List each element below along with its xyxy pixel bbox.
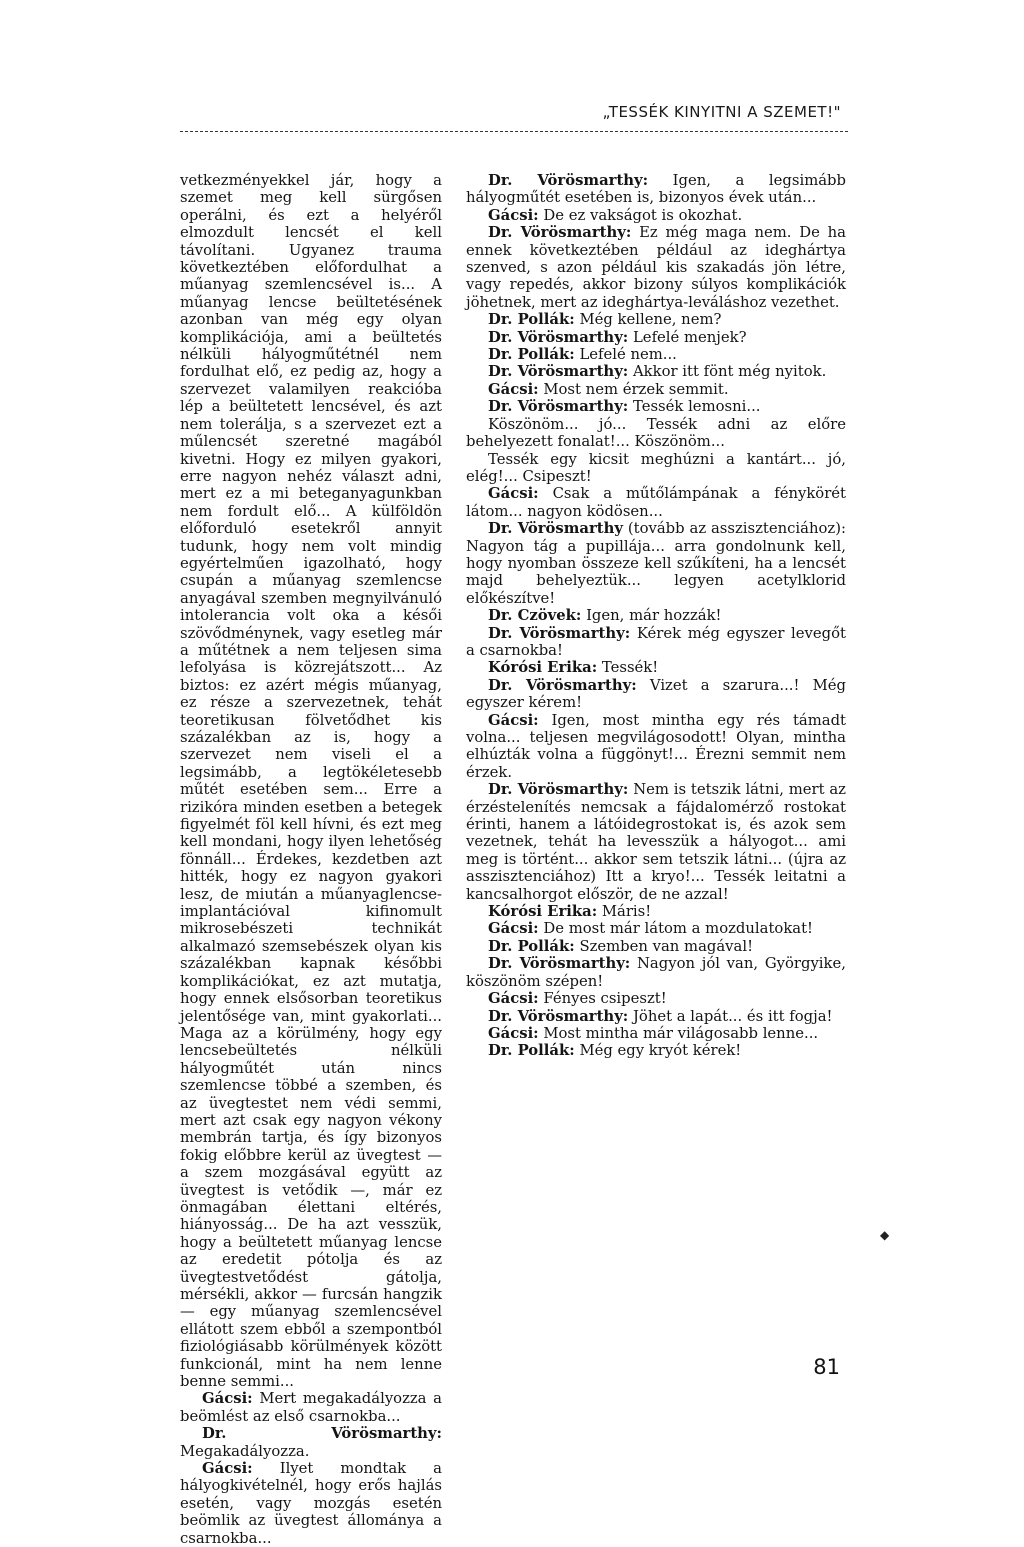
dialogue-paragraph [466,416,846,451]
speaker-name: Dr. Vörösmarthy: [488,624,631,642]
paragraph-text: Nagyon jól van, Györgyike, köszönöm szépen! [466,955,846,990]
right-column [466,172,846,1060]
dialogue-paragraph [466,520,846,607]
dialogue-paragraph [466,451,846,486]
paragraph-text: Most nem érzek semmit. [543,380,729,398]
speaker-name: Dr. Vörösmarthy: [488,172,649,189]
header-rule [180,131,848,132]
paragraph-text: Köszönöm... jó... Tessék adni az előre behelyezett fonalat!... Köszönöm... [466,415,846,451]
paragraph-text: Lefelé menjek? [632,328,747,346]
speaker-name: Dr. Vörösmarthy: [488,398,629,416]
speaker-name: Kórósi Erika: [488,903,598,921]
dialogue-paragraph [466,1025,846,1042]
dialogue-paragraph [466,1042,846,1059]
paragraph-text: De most már látom a mozdulatokat! [543,920,814,938]
left-column [180,172,442,1547]
dialogue-paragraph [466,398,846,415]
speaker-name: Gácsi: [202,1390,253,1408]
paragraph-text: Tessék lemosni... [632,398,761,416]
paragraph-text: Még kellene, nem? [579,311,722,329]
paragraph-text: Szemben van magával! [579,937,754,955]
speaker-name: Dr. Vörösmarthy: [488,781,629,799]
margin-mark-icon: ◆ [880,1228,890,1242]
dialogue-paragraph [180,1390,442,1425]
paragraph-text: (tovább az asszisztenciához): Nagyon tág a pupillája... arra gondolnunk kell, hogy nyomban összeze kell szűkíteni, ha a lencsét majd behelyeztük... legyen acetylklorid előkészítve! [466,520,846,607]
dialogue-paragraph [466,677,846,712]
dialogue-paragraph [466,712,846,782]
dialogue-paragraph [466,311,846,328]
page-number: 81 [813,1355,840,1379]
dialogue-paragraph [466,1008,846,1025]
dialogue-paragraph [180,172,442,1390]
speaker-name: Gácsi: [488,1024,539,1042]
speaker-name: Dr. Vörösmarthy [488,520,623,538]
speaker-name: Dr. Czövek: [488,607,582,625]
paragraph-text: De ez vakságot is okozhat. [543,206,743,224]
dialogue-paragraph [466,903,846,920]
speaker-name: Dr. Vörösmarthy: [488,328,629,346]
paragraph-text: Mert megakadályozza a beömlést az első csarnokba... [180,1390,442,1425]
speaker-name: Dr. Vörösmarthy: [488,363,629,381]
paragraph-text: Kérek még egyszer levegőt a csarnokba! [466,624,846,659]
speaker-name: Gácsi: [202,1460,253,1478]
speaker-name: Dr. Pollák: [488,311,575,329]
dialogue-paragraph [466,625,846,660]
speaker-name: Kórósi Erika: [488,659,598,677]
speaker-name: Dr. Vörösmarthy: [488,224,632,242]
speaker-name: Gácsi: [488,206,539,224]
speaker-name: Dr. Vörösmarthy: [488,955,631,973]
paragraph-text: Máris! [601,903,652,921]
dialogue-paragraph [466,224,846,311]
dialogue-paragraph [466,207,846,224]
speaker-name: Dr. Vörösmarthy: [202,1425,442,1443]
dialogue-paragraph [180,1425,442,1460]
speaker-name: Dr. Pollák: [488,346,575,364]
dialogue-paragraph [466,329,846,346]
paragraph-text: Tessék! [601,659,659,677]
paragraph-text: Igen, a legsimább hályogműtét esetében is, bizonyos évek után... [466,172,846,207]
speaker-name: Gácsi: [488,380,539,398]
dialogue-paragraph [466,990,846,1007]
speaker-name: Gácsi: [488,485,539,503]
speaker-name: Dr. Vörösmarthy: [488,1007,629,1025]
dialogue-paragraph [466,781,846,903]
speaker-name: Dr. Vörösmarthy: [488,676,637,694]
paragraph-text: Vizet a szarura...! Még egyszer kérem! [466,676,846,712]
paragraph-text: Csak a műtőlámpának a fénykörét látom... nagyon ködösen... [466,485,846,520]
speaker-name: Dr. Pollák: [488,1042,575,1060]
speaker-name: Gácsi: [488,990,539,1008]
running-title: „TESSÉK KINYITNI A SZEMET!" [602,103,841,121]
paragraph-text: Nem is tetszik látni, mert az érzéstelenítés nemcsak a fájdalomérző rostokat érinti, hanem a látóidegrostokat is, és azok sem vezetnek, tehát ha levesszük a hályogot... ami meg is történt... akkor sem tetszik látni... (újra az asszisztenciához) Itt a kryo!... Tessék leitatni a kancsalhorgot először, de ne azzal! [466,781,846,903]
dialogue-paragraph [466,485,846,520]
dialogue-paragraph [466,346,846,363]
dialogue-paragraph [466,381,846,398]
paragraph-text: Igen, most mintha egy rés támadt volna... teljesen megvilágosodott! Olyan, mintha elhúzták volna a függönyt!... Érezni semmit nem érzek. [466,711,846,781]
paragraph-text: Igen, már hozzák! [586,607,722,625]
dialogue-paragraph [466,172,846,207]
paragraph-text: Jöhet a lapát... és itt fogja! [632,1007,833,1025]
paragraph-text: Tessék egy kicsit meghúzni a kantárt... jó, elég!... Csipeszt! [466,450,846,485]
paragraph-text: Akkor itt fönt még nyitok. [632,363,827,381]
speaker-name: Gácsi: [488,920,539,938]
paragraph-text: Ez még maga nem. De ha ennek következtében például az ideghártya szenved, s azon például kis szakadás jön létre, vagy repedés, akkor bizony súlyos komplikációk jöhetnek, mert az ideghártya-leváláshoz vezethet. [466,224,846,311]
speaker-name: Dr. Pollák: [488,937,575,955]
speaker-name: Gácsi: [488,711,539,729]
dialogue-paragraph [466,955,846,990]
dialogue-paragraph [466,938,846,955]
paragraph-text: Lefelé nem... [579,346,677,364]
dialogue-paragraph [466,920,846,937]
paragraph-text: vetkezményekkel jár, hogy a szemet meg kell sürgősen operálni, és ezt a helyéről elmozdult lencsét el kell távolítani. Ugyanez trauma következtében előfordulhat a műanyag szemlencsével is... A műanyag lencse beültetésének azonban van még egy olyan komplikációja, ami a beültetés nélküli hályogműtétnél nem fordulhat elő, ez pedig az, hogy a szervezet valamilyen reakcióba lép a beültetett lencsével, és azt nem tolerálja, s a szervezet ezt a műlencsét szeretné magából kivetni. Hogy ez milyen gyakori, erre nagyon nehéz választ adni, mert ez a mi beteganyagunkban nem fordult elő... A külföldön előforduló esetekről annyit tudunk, hogy nem volt mindig egyértelműen igazolható, hogy csupán a műanyag szemlencse anyagával szemben megnyilvánuló intolerancia volt oka a késői szövődménynek, vagy esetleg már a műtétnek a nem teljesen sima lefolyása is közrejátszott... Az biztos: ez azért mégis műanyag, ez része a szervezetnek, tehát teoretikusan fölvetődhet kis százalékban az is, hogy a szervezet nem viseli el a legsimább, a legtökéletesebb műtét esetében sem... Erre a rizikóra minden esetben a betegek figyelmét föl kell hívni, és ezt meg kell mondani, hogy ilyen lehetőség fönnáll... Érdekes, kezdetben azt hitték, hogy ez nagyon gyakori lesz, de miután a műanyaglencse-implantációval kifinomult mikrosebészeti technikát alkalmazó szemsebészek olyan kis százalékban kapnak későbbi komplikációkat, ez azt mutatja, hogy ennek elsősorban teoretikus jelentősége van, mint gyakorlati... Maga az a körülmény, hogy egy lencsebeültetés nélküli hályogműtét után nincs szemlencse többé a szemben, és az üvegtestet nem védi semmi, mert azt csak egy nagyon vékony membrán tartja, és így bizonyos fokig előbbre kerül az üvegtest — a szem mozgásával együtt az üvegtest is vetődik —, már ez önmagában élettani eltérés, hiányosság... De ha azt vesszük, hogy a beültetett műanyag lencse az eredetit pótolja és az üvegtestvetődést gátolja, mérsékli, akkor — furcsán hangzik — egy műanyag szemlencsével ellátott szem ebből a szempontból fiziológiásabb körülmények között funkcionál, mint ha nem lenne benne semmi... [180,172,442,1391]
paragraph-text: Fényes csipeszt! [543,990,667,1008]
dialogue-paragraph [180,1460,442,1547]
dialogue-paragraph [466,363,846,380]
dialogue-paragraph [466,659,846,676]
paragraph-text: Most mintha már világosabb lenne... [543,1024,819,1042]
dialogue-paragraph [466,607,846,624]
paragraph-text: Megakadályozza. [180,1442,310,1460]
paragraph-text: Még egy kryót kérek! [579,1042,742,1060]
paragraph-text: Ilyet mondtak a hályogkivételnél, hogy erős hajlás esetén, vagy mozgás esetén beömlik az üvegtest állománya a csarnokba... [180,1460,442,1547]
